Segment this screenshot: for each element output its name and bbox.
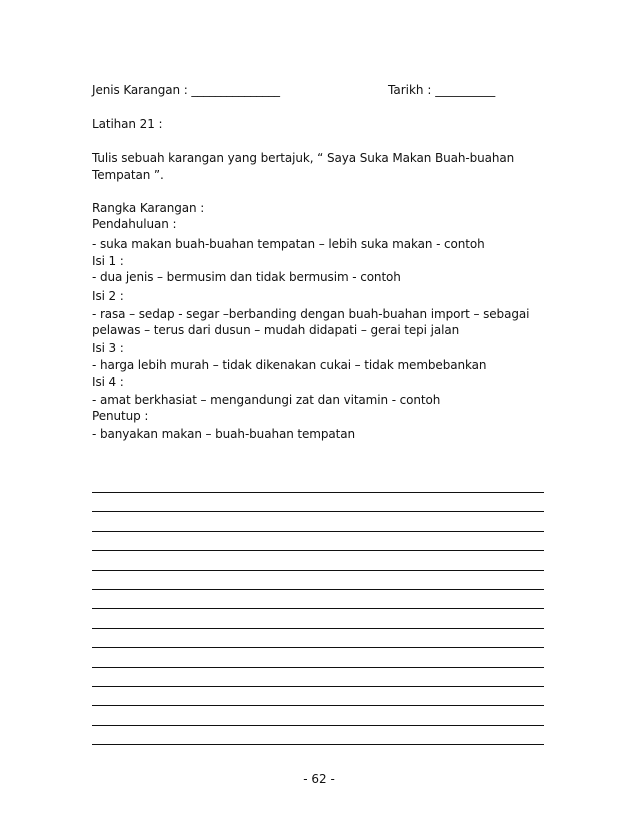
jenis-karangan-field: Jenis Karangan : _______________ [92,83,280,97]
outline-line: pelawas – terus dari dusun – mudah didapati – gerai tepi jalan [92,323,460,337]
outline-line: Isi 2 : [92,289,124,303]
writing-line [92,647,544,648]
outline-line: - dua jenis – bermusim dan tidak bermusim - contoh [92,270,401,284]
writing-line [92,628,544,629]
writing-line [92,550,544,551]
writing-line [92,511,544,512]
exercise-title: Latihan 21 : [92,117,163,131]
writing-line [92,531,544,532]
writing-line [92,608,544,609]
writing-line [92,589,544,590]
writing-line [92,686,544,687]
outline-line: Isi 4 : [92,375,124,389]
writing-area [92,492,544,742]
outline-line: - amat berkhasiat – mengandungi zat dan vitamin - contoh [92,393,441,407]
writing-line [92,492,544,493]
outline-line: Penutup : [92,409,149,423]
outline-line: Pendahuluan : [92,217,177,231]
outline-line: Isi 1 : [92,254,124,268]
writing-line [92,744,544,745]
outline-line: - rasa – sedap - segar –berbanding dengan buah-buahan import – sebagai [92,307,530,321]
outline-line: Isi 3 : [92,341,124,355]
instruction-line-2: Tempatan ”. [92,168,164,182]
outline-heading: Rangka Karangan : [92,201,205,215]
outline-line: - suka makan buah-buahan tempatan – lebih suka makan - contoh [92,237,485,251]
writing-line [92,667,544,668]
page-number: - 62 - [303,772,335,786]
instruction-line-1: Tulis sebuah karangan yang bertajuk, “ Saya Suka Makan Buah-buahan [92,151,515,165]
writing-line [92,705,544,706]
outline-line: - harga lebih murah – tidak dikenakan cukai – tidak membebankan [92,358,487,372]
writing-line [92,570,544,571]
writing-line [92,725,544,726]
outline-line: - banyakan makan – buah-buahan tempatan [92,427,356,441]
tarikh-field: Tarikh : __________ [388,83,496,97]
